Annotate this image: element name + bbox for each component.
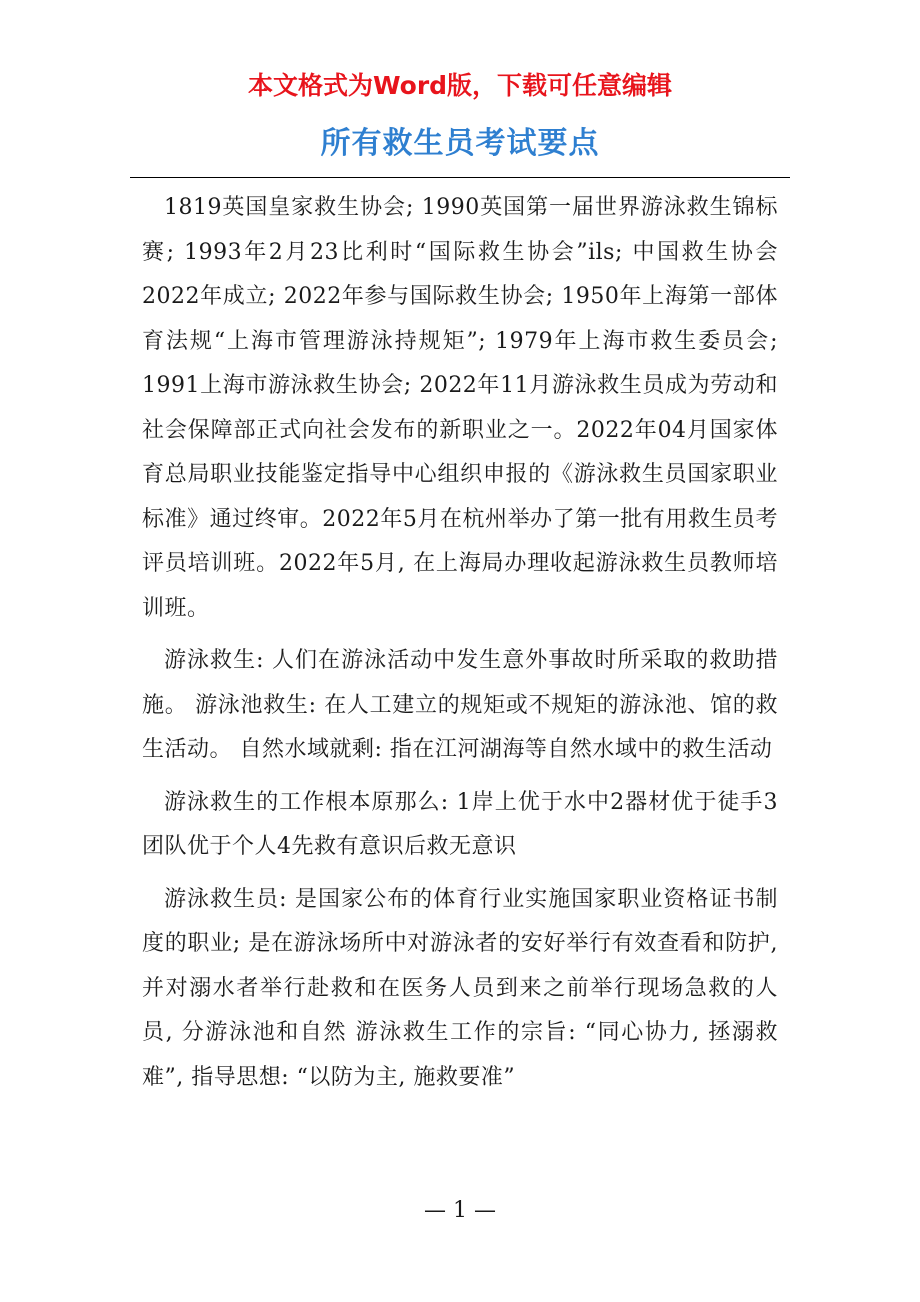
title-divider xyxy=(130,177,790,178)
format-notice-banner: 本文格式为Word版，下载可任意编辑 xyxy=(247,71,673,100)
paragraph-lifeguard-role: 游泳救生员: 是国家公布的体育行业实施国家职业资格证书制度的职业; 是在游泳场所中对游泳者的安好举行有效查看和防护, 并对溺水者举行赴救和在医务人员到来之前举行现场急救的人员, 分游泳池和自然 游泳救生工作的宗旨: “同心协力, 拯溺救难”, 指导思想: “以防为主, 施救要准” xyxy=(142,886,778,1090)
paragraph-principles: 游泳救生的工作根本原那么: 1岸上优于水中2器材优于徒手3团队优于个人4先救有意识后救无意识 xyxy=(142,789,778,859)
document-title: 所有救生员考试要点 xyxy=(320,126,600,161)
paragraph-history: 1819英国皇家救生协会; 1990英国第一届世界游泳救生锦标赛; 1993年2月23比利时“国际救生协会”ils; 中国救生协会2022年成立; 2022年参与国际救生协会; 1950年上海第一部体育法规“上海市管理游泳持规矩”; 1979年上海市救生委员会; 1991上海市游泳救生协会; 2022年11月游泳救生员成为劳动和社会保障部正式向社会发布的新职业之一。2022年04月国家体育总局职业技能鉴定指导中心组织申报的《游泳救生员国家职业标准》通过终审。2022年5月在杭州举办了第一批有用救生员考评员培训班。2022年5月, 在上海局办理收起游泳救生员教师培训班。 xyxy=(142,195,778,621)
document-body xyxy=(142,186,778,1108)
page-number: — 1 — xyxy=(424,1198,496,1223)
paragraph-definitions: 游泳救生: 人们在游泳活动中发生意外事故时所采取的救助措施。 游泳池救生: 在人工建立的规矩或不规矩的游泳池、馆的救生活动。 自然水域就剩: 指在江河湖海等自然水域中的救生活动 xyxy=(142,648,778,762)
